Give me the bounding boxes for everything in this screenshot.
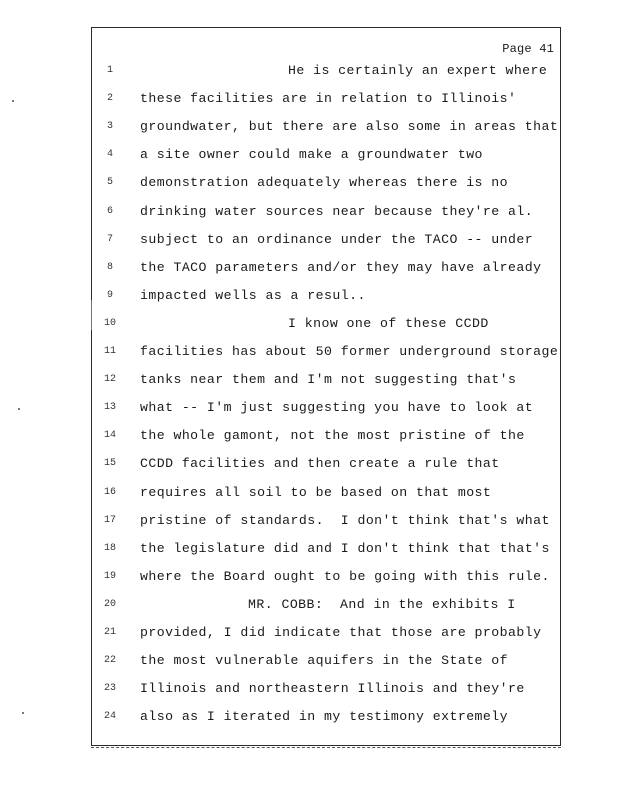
line-text: requires all soil to be based on that most (140, 484, 492, 500)
line-number: 24 (103, 711, 116, 723)
line-text: subject to an ordinance under the TACO -- under (140, 231, 534, 247)
line-number: 8 (106, 261, 113, 273)
transcript-line (96, 426, 558, 446)
transcript-line (96, 314, 558, 334)
line-number: 7 (106, 233, 113, 245)
line-number: 20 (103, 598, 116, 610)
line-number: 12 (103, 374, 116, 386)
line-text: where the Board ought to be going with this rule. (140, 568, 550, 584)
scan-speck (18, 408, 20, 410)
transcript-line (96, 145, 558, 165)
scan-speck (12, 100, 14, 102)
line-text: the most vulnerable aquifers in the State of (140, 653, 509, 669)
line-number: 6 (106, 205, 113, 217)
transcript-line (96, 623, 558, 643)
transcript-line (96, 202, 558, 222)
line-number: 2 (106, 93, 113, 105)
line-number: 19 (103, 570, 116, 582)
transcript-line (96, 511, 558, 531)
transcript-line (96, 595, 558, 615)
transcript-line (96, 651, 558, 671)
transcript-line (96, 61, 558, 81)
line-number: 9 (106, 289, 113, 301)
line-number: 11 (103, 346, 116, 357)
line-number: 18 (103, 542, 116, 554)
transcript-line (96, 117, 558, 137)
line-text: demonstration adequately whereas there is no (140, 175, 509, 191)
line-text: Illinois and northeastern Illinois and they're (140, 681, 525, 697)
transcript-line (96, 567, 558, 587)
line-text: also as I iterated in my testimony extremely (140, 709, 509, 725)
transcript-line (96, 707, 558, 727)
line-text: tanks near them and I'm not suggesting that's (140, 372, 517, 388)
line-number: 1 (106, 65, 113, 76)
transcript-line (96, 230, 558, 250)
line-text: drinking water sources near because they're al. (140, 203, 534, 219)
transcript-line (96, 539, 558, 559)
line-number: 22 (103, 655, 116, 667)
transcript-line (96, 286, 558, 306)
line-number: 21 (103, 627, 116, 638)
line-text: MR. COBB: And in the exhibits I (248, 596, 516, 612)
line-number: 5 (106, 177, 113, 189)
line-text: the TACO parameters and/or they may have already (140, 259, 542, 275)
line-number: 10 (103, 317, 116, 329)
line-text: CCDD facilities and then create a rule that (140, 456, 500, 472)
line-text: what -- I'm just suggesting you have to look at (140, 400, 534, 416)
transcript-line (96, 454, 558, 474)
line-text: provided, I did indicate that those are probably (140, 625, 542, 640)
line-text: pristine of standards. I don't think that's what (140, 512, 550, 528)
transcript-line (96, 370, 558, 390)
line-number: 14 (103, 430, 116, 442)
line-text: a site owner could make a groundwater two (140, 147, 483, 163)
line-text: He is certainly an expert where (288, 63, 548, 78)
line-number: 3 (106, 121, 113, 133)
line-text: facilities has about 50 former underground storage (140, 344, 559, 359)
line-text: groundwater, but there are also some in areas that (140, 119, 559, 135)
transcript-line (96, 398, 558, 418)
line-number: 4 (106, 149, 113, 161)
line-text: I know one of these CCDD (288, 315, 489, 331)
footer-rule (91, 744, 561, 748)
transcript-line (96, 483, 558, 503)
transcript-line (96, 258, 558, 278)
transcript-line (96, 342, 558, 362)
transcript-line (96, 679, 558, 699)
line-number: 23 (103, 683, 116, 695)
line-text: these facilities are in relation to Illinois' (140, 91, 517, 107)
scan-speck (22, 712, 24, 714)
transcript-line (96, 173, 558, 193)
line-text: impacted wells as a resul.. (140, 287, 366, 303)
transcript-line (96, 89, 558, 109)
line-number: 17 (103, 514, 116, 526)
page-number: Page 41 (502, 42, 554, 56)
line-number: 13 (103, 402, 116, 414)
scan-speck (91, 300, 92, 330)
line-text: the legislature did and I don't think that that's (140, 540, 550, 556)
line-text: the whole gamont, not the most pristine of the (140, 428, 525, 444)
line-number: 16 (103, 486, 116, 498)
line-number: 15 (103, 458, 116, 470)
